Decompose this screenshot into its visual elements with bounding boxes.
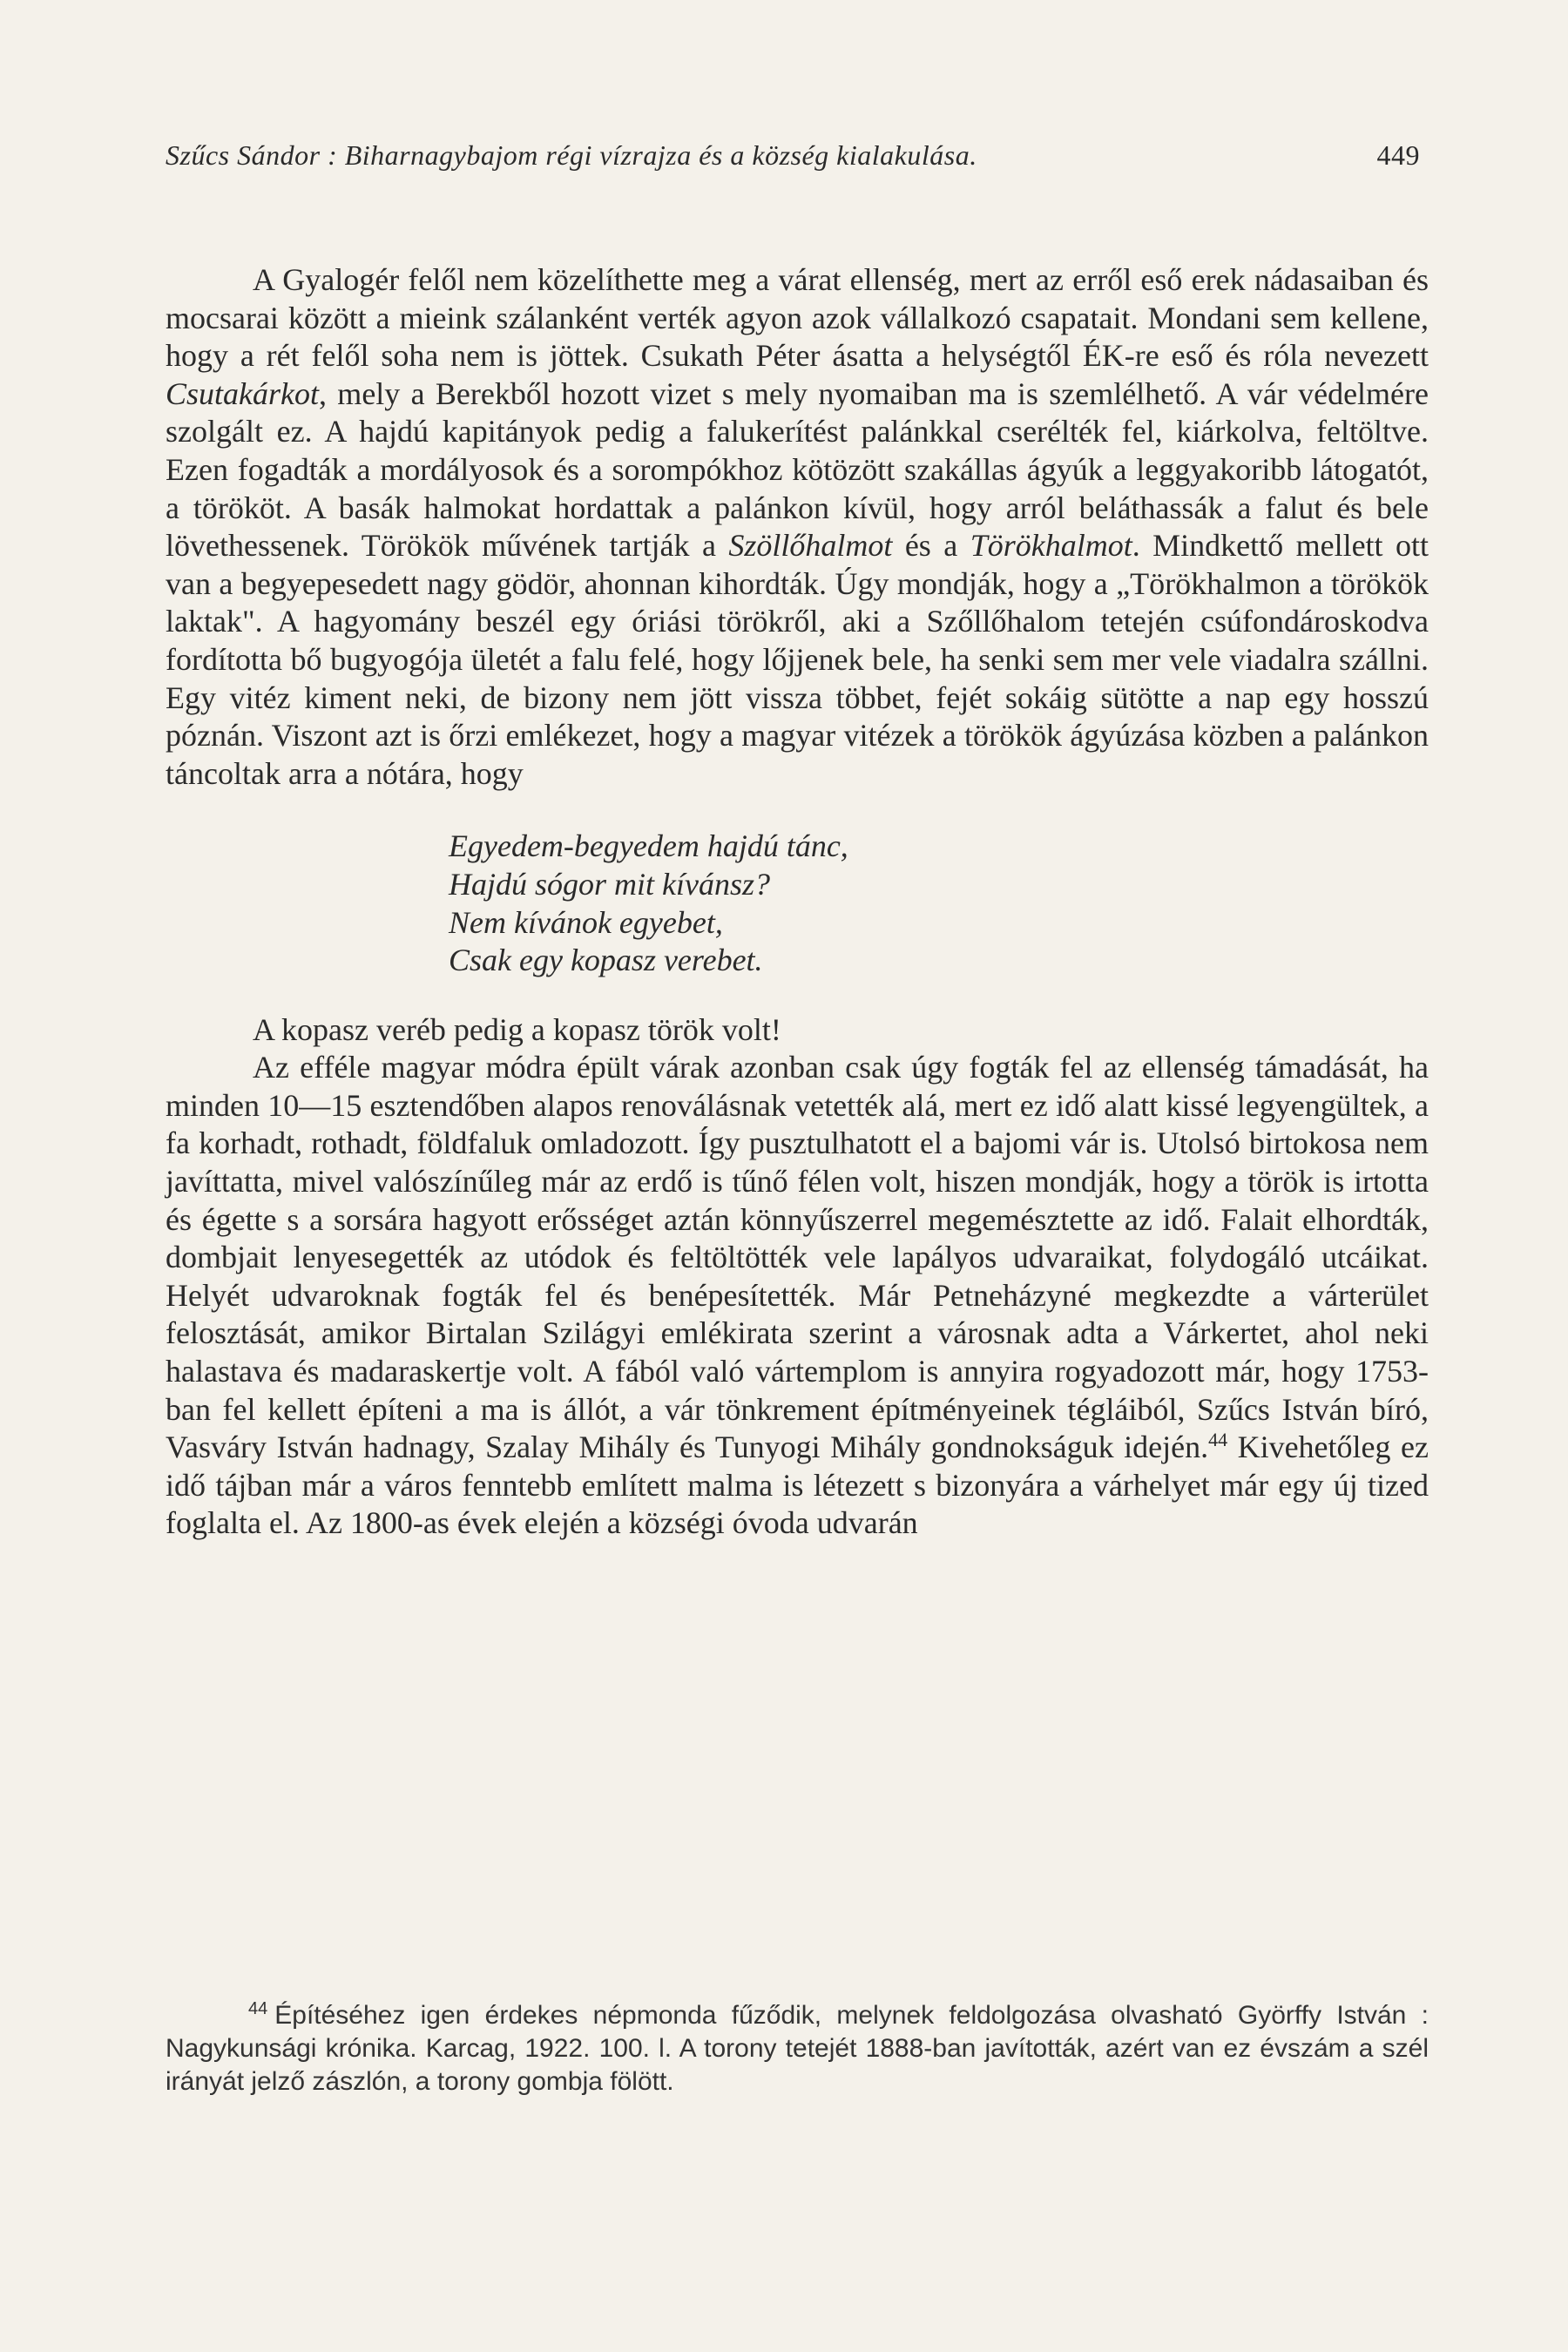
verse-line: Egyedem-begyedem hajdú tánc,: [449, 828, 848, 864]
footnote-body: Építéséhez igen érdekes népmonda fűződik, melynek feldolgozása olvasható Györffy István : Nagykunsági krónika. Karcag, 1922. 100. l. A torony tetejét 1888-ban javították, azért van ez évszám a szél irányát jelző zászlón, a torony gombja fölött.: [166, 2001, 1429, 2096]
verse-line: Hajdú sógor mit kívánsz?: [449, 866, 770, 902]
text-run: és a: [892, 528, 970, 564]
footnote: [166, 1999, 1429, 2099]
verse-line: Csak egy kopasz verebet.: [449, 943, 763, 978]
italic-term: Csutakárkot: [166, 375, 319, 411]
footnote-reference[interactable]: 44: [1208, 1429, 1228, 1451]
italic-term: Törökhalmot: [970, 528, 1132, 564]
page-number: 449: [1376, 139, 1420, 171]
paragraph-1: [166, 261, 1429, 793]
footnote-text: [166, 1999, 1429, 2099]
footnote-number: 44: [248, 1999, 268, 2018]
verse-line: Nem kívánok egyebet,: [449, 904, 723, 940]
text-run: Kivehetőleg ez idő tájban már a város fenntebb említett malma is létezett s bizonyára a várhelyet már egy új tized foglalta el. Az 1800-as évek elején a községi óvoda udvarán: [166, 1429, 1429, 1541]
text-run: Az efféle magyar módra épült várak azonban csak úgy fogták fel az ellenség támadását, ha minden 10—15 esztendőben alapos renoválásnak vetették alá, mert ez idő alatt kissé legyengültek, a fa korhadt, rothadt, földfaluk omladozott. Így pusztulhatott el a bajomi vár is. Utolsó birtokosa nem javíttatta, mivel valószínűleg már az erdő is tűnő félen volt, hiszen mondják, hogy a török is irtotta és égette s a sorsára hagyott erősséget aztán könnyűszerrel megemésztette az idő. Falait elhordták, dombjait lenyesegették az utódok és feltöltötték vele lapályos udvaraikat, folydogáló utcáikat. Helyét udvaroknak fogták fel és benépesítették. Már Petneházyné megkezdte a várterület felosztását, amikor Birtalan Szilágyi emlékirata szerint a városnak adta a Várkertet, ahol neki halastava és madaraskertje volt. A fából való vártemplom is annyira rogyadozott már, hogy 1753-ban fel kellett építeni a ma is állót, a vár tönkrement építményeinek tégláiból, Szűcs István bíró, Vasváry István hadnagy, Szalay Mihály és Tunyogi Mihály gondnokságuk idején.: [166, 1050, 1429, 1465]
running-title: Szűcs Sándor : Biharnagybajom régi vízrajza és a község kialakulása.: [166, 139, 977, 171]
folk-song-verse: [449, 828, 1429, 979]
italic-term: Szöllőhalmot: [728, 528, 893, 564]
main-text: [166, 261, 1429, 1543]
text-run: . Mindkettő mellett ott van a begyepesedett nagy gödör, ahonnan kihordták. Úgy mondják, hogy a „Törökhalmon a törökök laktak". A hagyomány beszél egy óriási törökről, aki a Szőllőhalom tetején csúfondároskodva fordította bő bugyogója ületét a falu felé, hogy lőjjenek bele, ha senki sem mer vele viadalra szállni. Egy vitéz kiment neki, de bizony nem jött vissza többet, fejét sokáig sütötte a nap egy hosszú póznán. Viszont azt is őrzi emlékezet, hogy a magyar vitézek a törökök ágyúzása közben a palánkon táncoltak arra a nótára, hogy: [166, 528, 1429, 791]
text-run: , mely a Berekből hozott vizet s mely nyomaiban ma is szemlélhető. A vár védelmére szolgált ez. A hajdú kapitányok pedig a falukerítést palánkkal cserélték fel, kiárkolva, feltöltve. Ezen fogadták a mordályosok és a sorompókhoz kötözött szakállas ágyúk a leggyakoribb látogatót, a törököt. A basák halmokat hordattak a palánkon kívül, hogy arról beláthassák a falut és bele lövethessenek. Törökök művének tartják a: [166, 375, 1429, 564]
running-header: [166, 139, 1420, 174]
text-run: A Gyalogér felől nem közelíthette meg a várat ellenség, mert az erről eső erek nádasaiban és mocsarai között a mieink szálanként verték agyon azok vállalkozó csapatait. Mondani sem kellene, hogy a rét felől soha nem is jöttek. Csukath Péter ásatta a helységtől ÉK-re eső és róla nevezett: [166, 262, 1429, 374]
paragraph-3: [166, 1049, 1429, 1543]
paragraph-2: A kopasz veréb pedig a kopasz török volt!: [253, 1011, 781, 1047]
